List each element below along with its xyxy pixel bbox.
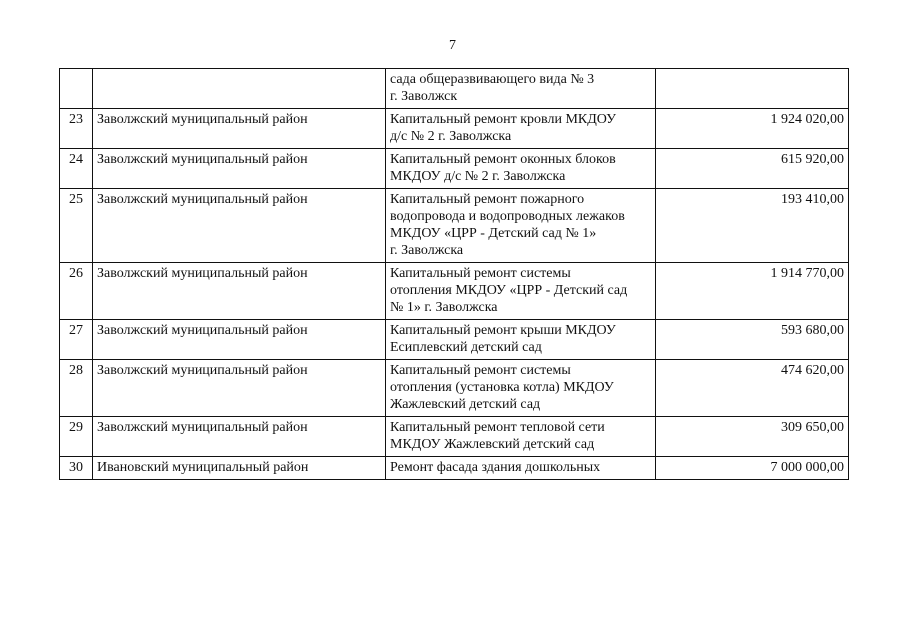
district-name: Заволжский муниципальный район (93, 109, 386, 149)
description-line: д/с № 2 г. Заволжска (390, 129, 512, 144)
row-number: 24 (60, 149, 93, 189)
description-line: № 1» г. Заволжска (390, 300, 498, 315)
work-description (386, 320, 656, 360)
work-description (386, 457, 656, 480)
description-line: отопления (установка котла) МКДОУ (390, 380, 614, 395)
funding-table (59, 68, 849, 480)
row-number: 25 (60, 189, 93, 263)
description-line: МКДОУ Жажлевский детский сад (390, 437, 595, 452)
amount: 615 920,00 (656, 149, 849, 189)
row-number: 30 (60, 457, 93, 480)
district-name: Заволжский муниципальный район (93, 263, 386, 320)
amount: 1 914 770,00 (656, 263, 849, 320)
table-row (60, 320, 849, 360)
row-number: 28 (60, 360, 93, 417)
amount: 309 650,00 (656, 417, 849, 457)
description-line: отопления МКДОУ «ЦРР - Детский сад (390, 283, 628, 298)
row-number: 23 (60, 109, 93, 149)
work-description (386, 69, 656, 109)
work-description (386, 417, 656, 457)
description-line: г. Заволжск (390, 89, 458, 104)
row-number (60, 69, 93, 109)
description-line: Капитальный ремонт оконных блоков (390, 152, 616, 167)
district-name: Заволжский муниципальный район (93, 320, 386, 360)
table-row (60, 457, 849, 480)
description-line: Капитальный ремонт тепловой сети (390, 420, 605, 435)
description-line: МКДОУ д/с № 2 г. Заволжска (390, 169, 566, 184)
amount: 593 680,00 (656, 320, 849, 360)
description-line: Капитальный ремонт пожарного (390, 192, 585, 207)
description-line: г. Заволжска (390, 243, 464, 258)
work-description (386, 263, 656, 320)
description-line: сада общеразвивающего вида № 3 (390, 72, 595, 87)
description-line: Жажлевский детский сад (390, 397, 541, 412)
table-row (60, 263, 849, 320)
work-description (386, 109, 656, 149)
description-line: Есиплевский детский сад (390, 340, 542, 355)
work-description (386, 149, 656, 189)
table-row (60, 149, 849, 189)
district-name: Заволжский муниципальный район (93, 417, 386, 457)
description-line: Капитальный ремонт крыши МКДОУ (390, 323, 616, 338)
table-row (60, 189, 849, 263)
district-name: Заволжский муниципальный район (93, 189, 386, 263)
description-line: Капитальный ремонт кровли МКДОУ (390, 112, 617, 127)
description-line: Капитальный ремонт системы (390, 266, 571, 281)
amount: 193 410,00 (656, 189, 849, 263)
description-line: водопровода и водопроводных лежаков (390, 209, 625, 224)
work-description (386, 189, 656, 263)
work-description (386, 360, 656, 417)
district-name: Заволжский муниципальный район (93, 360, 386, 417)
page-number: 7 (449, 38, 456, 53)
district-name: Заволжский муниципальный район (93, 149, 386, 189)
district-name (93, 69, 386, 109)
district-name: Ивановский муниципальный район (93, 457, 386, 480)
table-row (60, 109, 849, 149)
row-number: 27 (60, 320, 93, 360)
amount: 474 620,00 (656, 360, 849, 417)
amount (656, 69, 849, 109)
amount: 1 924 020,00 (656, 109, 849, 149)
description-line: Ремонт фасада здания дошкольных (390, 460, 601, 475)
row-number: 26 (60, 263, 93, 320)
description-line: МКДОУ «ЦРР - Детский сад № 1» (390, 226, 597, 241)
amount: 7 000 000,00 (656, 457, 849, 480)
description-line: Капитальный ремонт системы (390, 363, 571, 378)
table-row (60, 69, 849, 109)
table-row (60, 360, 849, 417)
table-row (60, 417, 849, 457)
row-number: 29 (60, 417, 93, 457)
